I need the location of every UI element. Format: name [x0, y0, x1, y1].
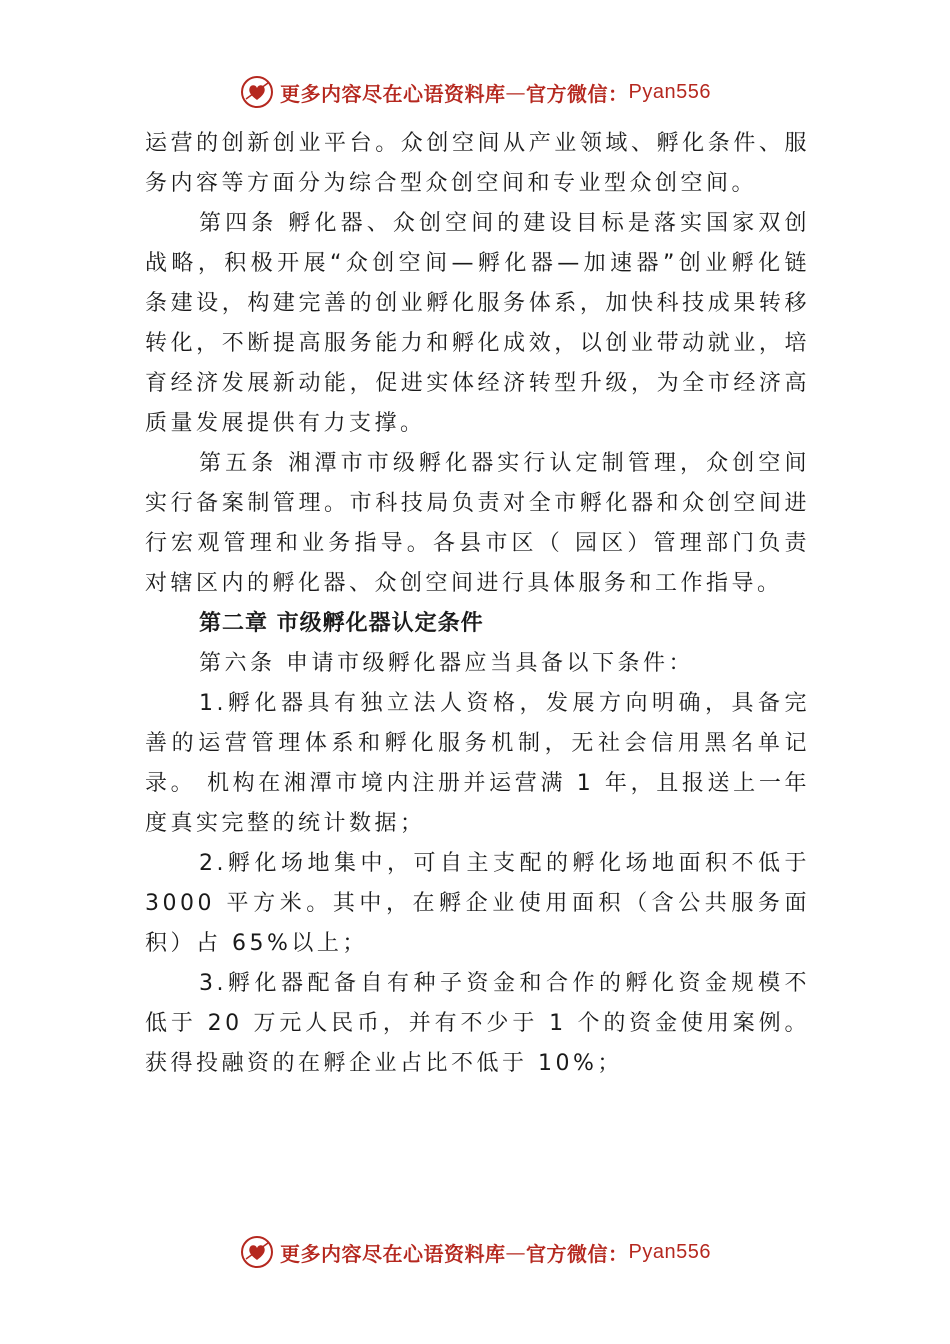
list-item-1: 1.孵化器具有独立法人资格，发展方向明确，具备完善的运营管理体系和孵化服务机制，无社会信用黑名单记录。 机构在湘潭市境内注册并运营满 1 年，且报送上一年度真实完整的统计数据；	[145, 691, 810, 836]
watermark-wechat-id: Pyan556	[628, 1240, 711, 1263]
list-item-3: 3.孵化器配备自有种子资金和合作的孵化资金规模不低于 20 万元人民币，并有不少于 1 个的资金使用案例。获得投融资的在孵企业占比不低于 10%；	[145, 971, 810, 1076]
paragraph-continuation: 运营的创新创业平台。众创空间从产业领域、孵化条件、服务内容等方面分为综合型众创空间和专业型众创空间。	[145, 131, 810, 196]
watermark-brand: 更多内容尽在心语资料库	[280, 81, 506, 106]
watermark-header	[240, 72, 760, 112]
heart-logo-icon	[240, 75, 274, 109]
watermark-wechat-label: 官方微信：	[526, 81, 629, 106]
paragraph-article-6: 第六条 申请市级孵化器应当具备以下条件：	[199, 651, 694, 676]
chapter-heading: 第二章 市级孵化器认定条件	[199, 611, 484, 636]
watermark-wechat-id: Pyan556	[628, 80, 711, 103]
watermark-brand: 更多内容尽在心语资料库	[280, 1241, 506, 1266]
body-text	[145, 124, 810, 1084]
heart-logo-icon	[240, 1235, 274, 1269]
list-item-2: 2.孵化场地集中，可自主支配的孵化场地面积不低于 3000 平方米。其中，在孵企业使用面积（含公共服务面积）占 65%以上；	[145, 851, 810, 956]
paragraph-article-5: 第五条 湘潭市市级孵化器实行认定制管理，众创空间实行备案制管理。市科技局负责对全市孵化器和众创空间进行宏观管理和业务指导。各县市区（ 园区）管理部门负责对辖区内的孵化器、众创空间进行具体服务和工作指导。	[145, 451, 810, 596]
watermark-separator: —	[505, 80, 526, 104]
watermark-separator: —	[505, 1240, 526, 1264]
watermark-wechat-label: 官方微信：	[526, 1241, 629, 1266]
watermark-footer	[240, 1232, 760, 1272]
paragraph-article-4: 第四条 孵化器、众创空间的建设目标是落实国家双创战略，积极开展“众创空间—孵化器—加速器”创业孵化链条建设，构建完善的创业孵化服务体系，加快科技成果转移转化，不断提高服务能力和孵化成效，以创业带动就业，培育经济发展新动能，促进实体经济转型升级，为全市经济高质量发展提供有力支撑。	[145, 211, 810, 436]
